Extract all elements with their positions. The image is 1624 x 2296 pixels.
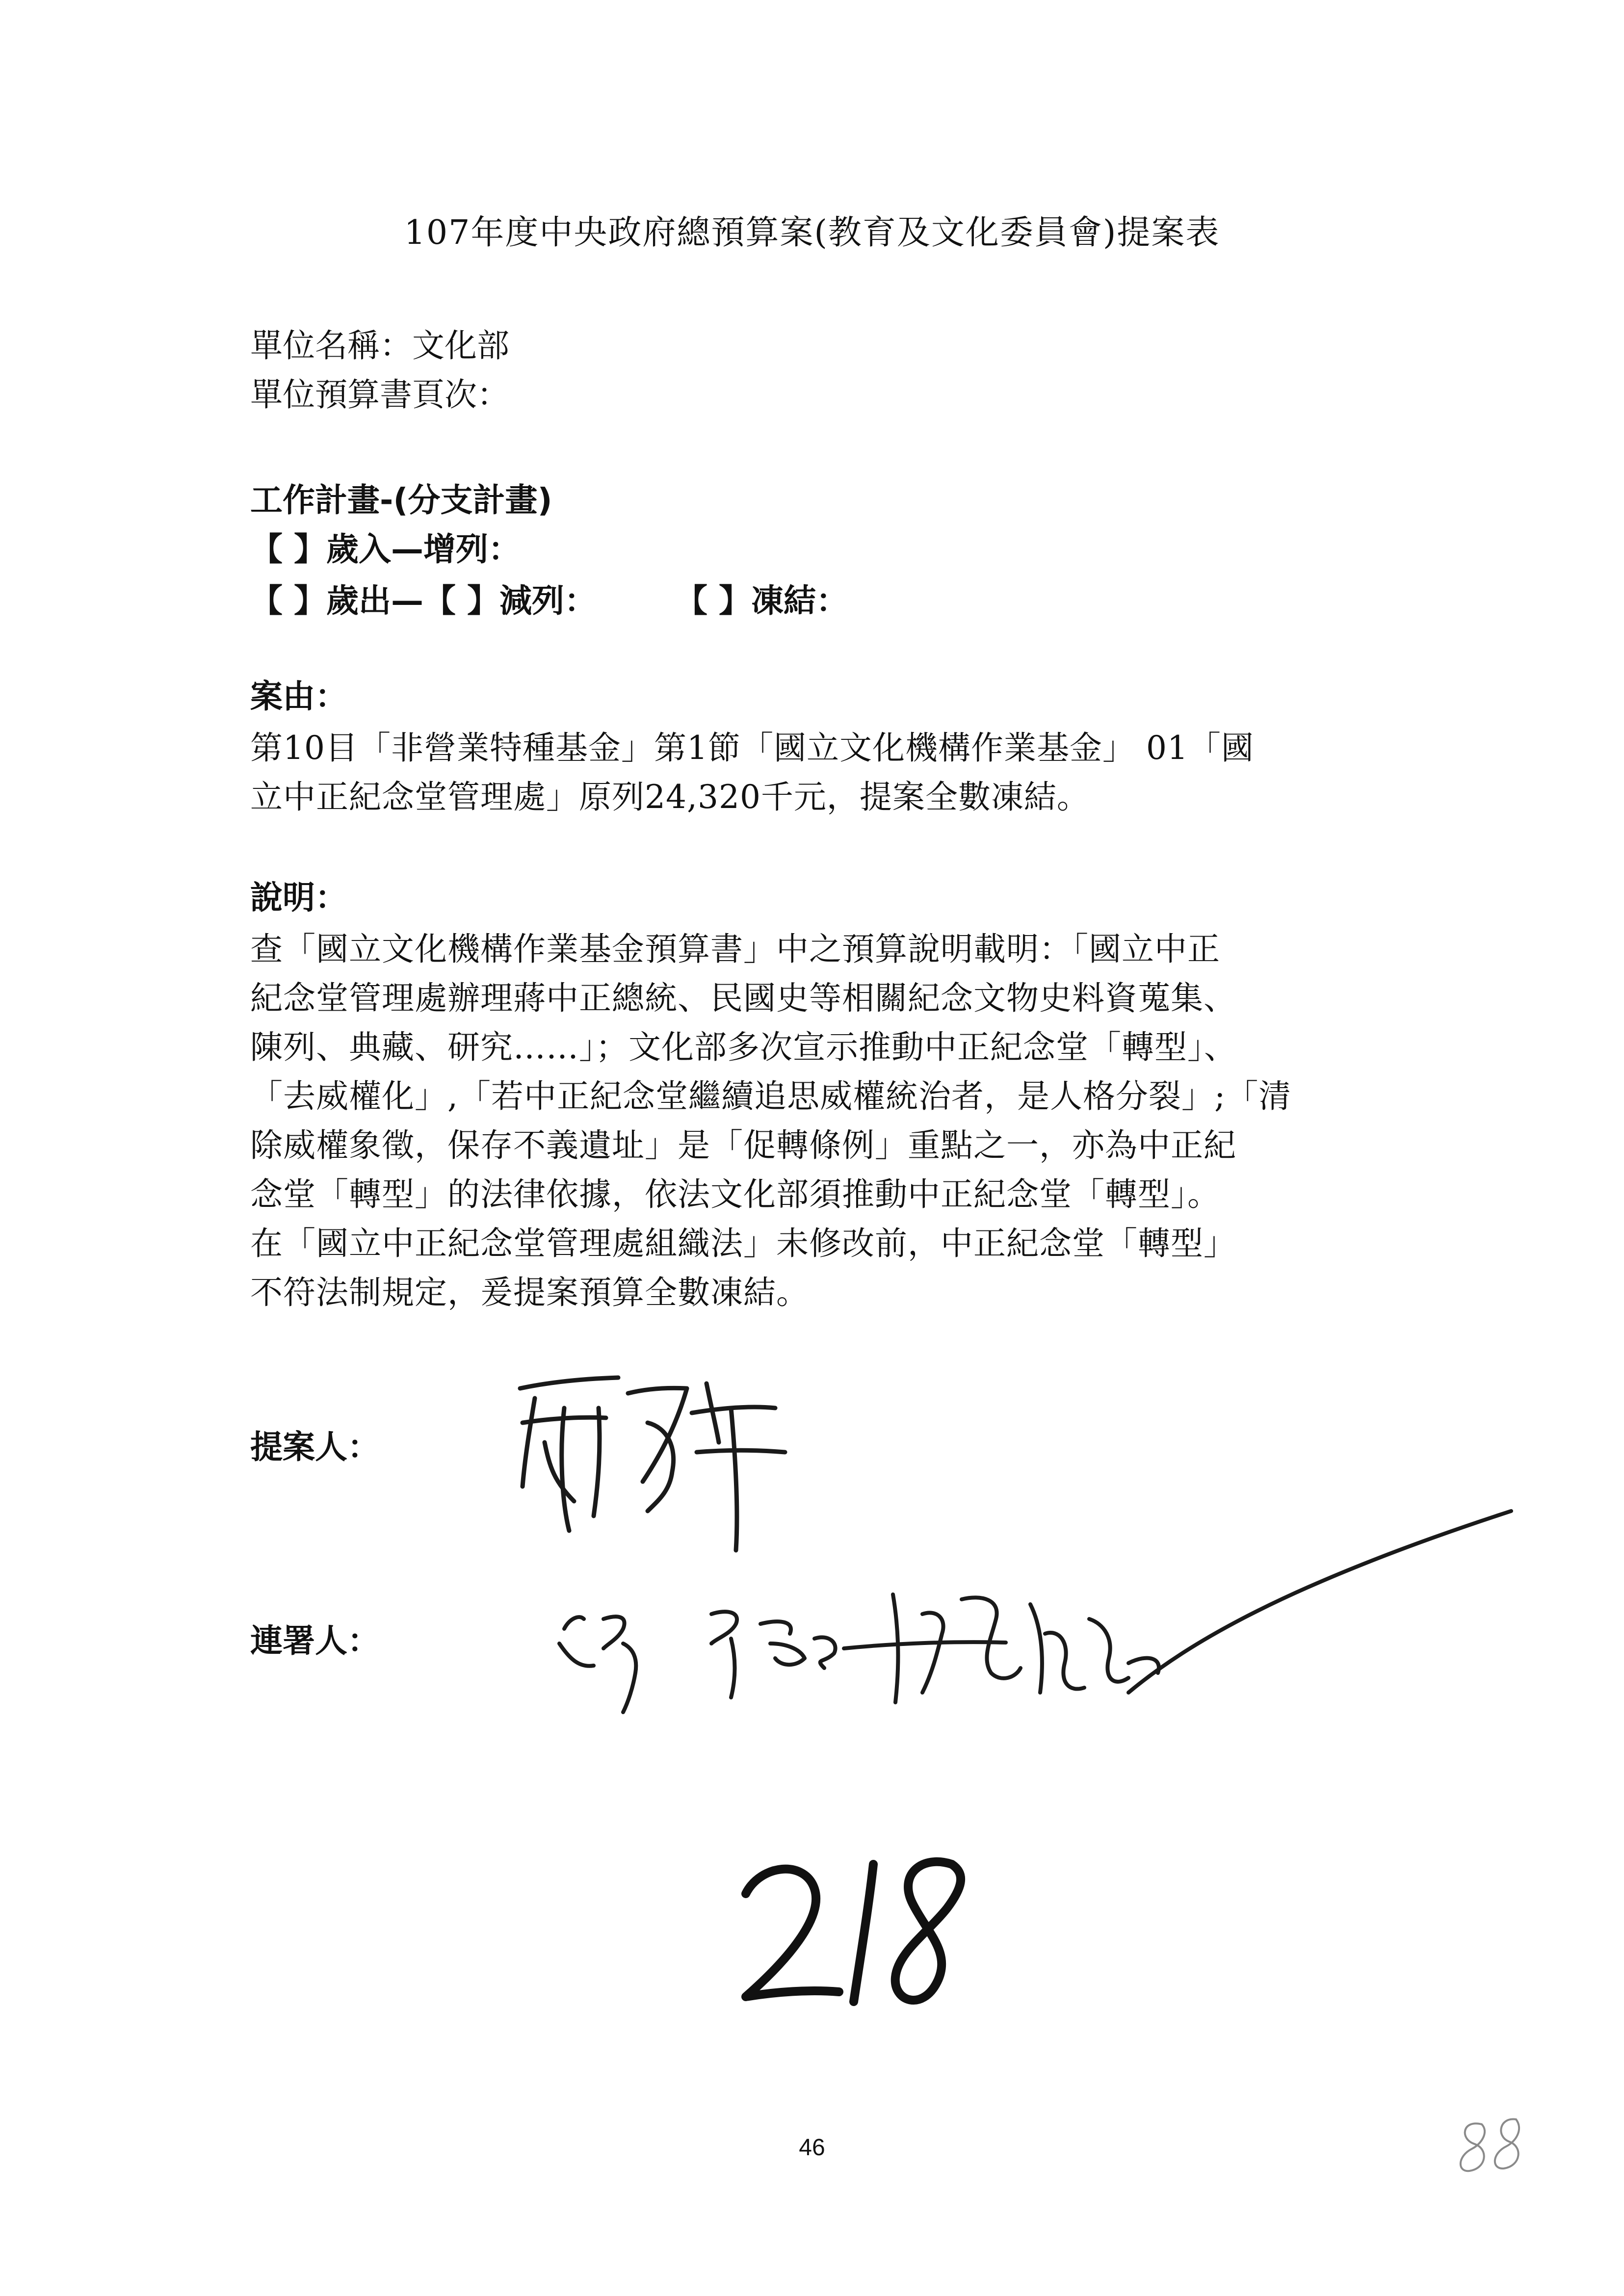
unit-budget-page: 單位預算書頁次： — [250, 376, 509, 414]
explanation-line: 「去威權化」,「若中正紀念堂繼續追思威權統治者，是人格分裂」;「清 — [250, 1077, 1292, 1115]
handwritten-number — [726, 1835, 1001, 2041]
work-plan-heading: 工作計畫-(分支計畫) — [250, 481, 552, 519]
reason-body — [250, 724, 1393, 822]
explanation-line: 查「國立文化機構作業基金預算書」中之預算說明載明：「國立中正 — [250, 930, 1220, 968]
page-number: 46 — [799, 2135, 825, 2161]
explanation-line: 在「國立中正紀念堂管理處組織法」未修改前，中正紀念堂「轉型」 — [250, 1225, 1236, 1262]
explanation-line: 除威權象徵，保存不義遺址」是「促轉條例」重點之一，亦為中正紀 — [250, 1126, 1236, 1164]
revenue-line: 【 】歲入—增列： — [250, 530, 521, 568]
reason-heading: 案由： — [250, 678, 347, 715]
reason-line: 第10目「非營業特種基金」第1節「國立文化機構作業基金」 01「國 — [250, 729, 1254, 767]
proposer-label: 提案人： — [250, 1428, 380, 1466]
freeze-line: 【 】凍結： — [675, 582, 848, 620]
expenditure-line: 【 】歲出—【 】減列： — [250, 582, 597, 620]
reason-line: 立中正紀念堂管理處」原列24,320千元，提案全數凍結。 — [250, 778, 1090, 816]
unit-name: 單位名稱：文化部 — [250, 327, 509, 365]
explanation-line: 不符法制規定，爰提案預算全數凍結。 — [250, 1274, 809, 1311]
cosigner-label: 連署人： — [250, 1622, 380, 1660]
explanation-heading: 說明： — [250, 879, 347, 916]
explanation-line: 念堂「轉型」的法律依據，依法文化部須推動中正紀念堂「轉型」。 — [250, 1175, 1220, 1213]
document-title: 107年度中央政府總預算案(教育及文化委員會)提案表 — [404, 213, 1220, 252]
cosigner-signatures — [550, 1496, 1521, 1742]
explanation-line: 紀念堂管理處辦理蔣中正總統、民國史等相關紀念文物史料資蒐集、 — [250, 979, 1236, 1017]
expenditure-freeze-row — [250, 579, 848, 623]
explanation-line: 陳列、典藏、研究……」；文化部多次宣示推動中正紀念堂「轉型」、 — [250, 1028, 1237, 1066]
corner-mark — [1452, 2110, 1541, 2183]
explanation-body — [250, 925, 1393, 1317]
